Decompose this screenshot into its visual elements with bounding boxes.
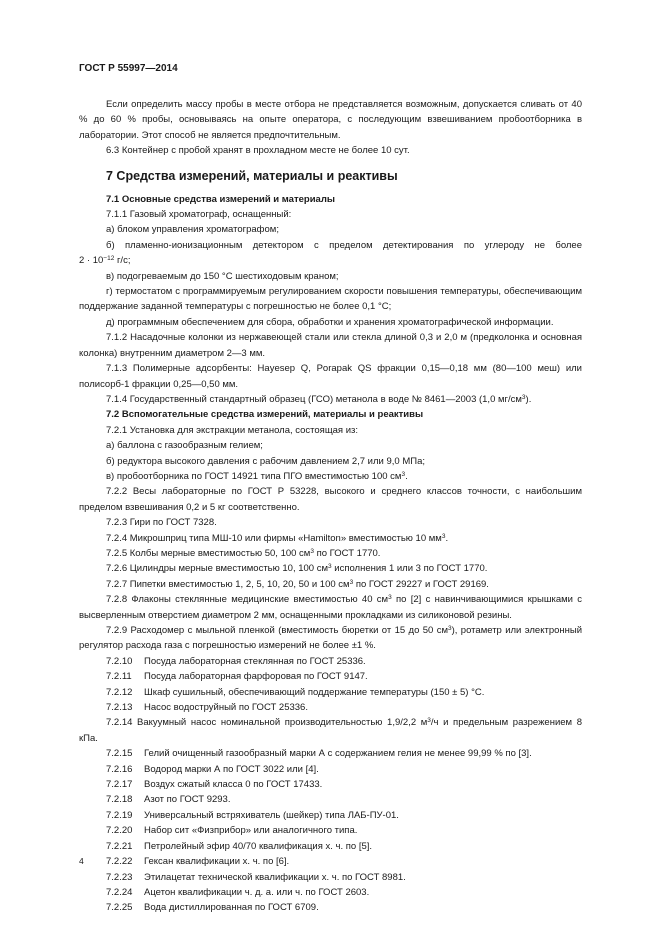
item-text: Гексан квалификации х. ч. по [6]. — [144, 856, 290, 868]
text: . — [405, 470, 408, 482]
list-item — [79, 469, 582, 484]
text: исполнения 1 или 3 по ГОСТ 1770. — [331, 563, 488, 575]
item-text: Воздух сжатый класса 0 по ГОСТ 17433. — [144, 779, 323, 791]
text: ). — [525, 393, 532, 405]
list-item: г) термостатом с программируемым регулированием скорости повышения температуры, обеспечивающим поддержание заданной температуры с погрешностью не более 0,1 °С; — [79, 286, 582, 313]
paragraph-7-2-7 — [79, 577, 582, 592]
list-item: б) редуктора высокого давления с рабочим давлением 2,7 или 9,0 МПа; — [106, 455, 425, 467]
item-text: Этилацетат технической квалификации х. ч. по ГОСТ 8981. — [144, 871, 406, 883]
item-number: 7.2.21 — [106, 840, 133, 852]
text: 7.2.8 Флаконы стеклянные медицинские вместимостью 40 см — [106, 594, 389, 606]
paragraph-6-3: 6.3 Контейнер с пробой хранят в прохладном месте не более 10 сут. — [106, 145, 410, 157]
item-text: Набор сит «Физприбор» или аналогичного типа. — [144, 825, 358, 837]
item-number: 7.2.20 — [106, 825, 133, 837]
paragraph-7-1-1: 7.1.1 Газовый хроматограф, оснащенный: — [106, 209, 292, 221]
list-item — [79, 900, 582, 915]
list-item — [79, 854, 582, 869]
list-item — [79, 870, 582, 885]
item-number: 7.2.24 — [106, 886, 133, 898]
item-number: 7.2.23 — [106, 871, 133, 883]
text: 7.2.4 Микрошприц типа МШ-10 или фирмы «Hamilton» вместимостью 10 мм — [106, 532, 442, 544]
item-number: 7.2.18 — [106, 794, 133, 806]
text: по ГОСТ 29227 и ГОСТ 29169. — [353, 578, 489, 590]
item-number: 7.2.22 — [106, 856, 133, 868]
subsection-7-2-heading: 7.2 Вспомогательные средства измерений, материалы и реактивы — [106, 409, 424, 421]
text: 7.1.4 Государственный стандартный образец (ГСО) метанола в воде № 8461—2003 (1,0 мг/см — [106, 393, 522, 405]
item-number: 7.2.11 — [106, 671, 132, 683]
item-number: 7.2.13 — [106, 702, 133, 714]
item-number: 7.2.16 — [106, 763, 133, 775]
page-number: 4 — [79, 856, 84, 866]
paragraph-7-2-5 — [79, 546, 582, 561]
superscript: 3 — [388, 594, 392, 602]
list-item — [79, 654, 582, 669]
text: . — [445, 532, 449, 544]
paragraph-7-2-8 — [79, 592, 582, 623]
item-text: Посуда лабораторная стеклянная по ГОСТ 25336. — [144, 655, 366, 667]
list-item — [79, 808, 582, 823]
paragraph-7-1-4 — [79, 392, 582, 407]
item-number: 7.2.12 — [106, 686, 133, 698]
text: 2 · 10 — [79, 255, 104, 267]
superscript: 3 — [427, 717, 431, 725]
text: 7.2.6 Цилиндры мерные вместимостью 10, 100 см — [106, 563, 328, 575]
text: 7.2.5 Колбы мерные вместимостью 50, 100 см — [106, 547, 311, 559]
list-item — [79, 685, 582, 700]
item-number: 7.2.10 — [106, 655, 133, 667]
item-text: Вода дистиллированная по ГОСТ 6709. — [144, 902, 319, 914]
paragraph-7-2-14 — [79, 715, 582, 746]
list-item — [79, 746, 582, 761]
list-item: а) блоком управления хроматографом; — [106, 224, 279, 236]
item-text: Гелий очищенный газообразный марки А с содержанием гелия не менее 99,99 % по [3]. — [144, 748, 532, 760]
text: /ч и предельным разрежением 8 кПа. — [79, 717, 582, 744]
superscript: −12 — [103, 255, 115, 263]
list-item — [79, 762, 582, 777]
paragraph-7-2-4 — [79, 531, 582, 546]
list-item-continuation — [79, 253, 582, 268]
list-item: а) баллона с газообразным гелием; — [106, 440, 263, 452]
list-item — [79, 669, 582, 684]
text: 7.2.7 Пипетки вместимостью 1, 2, 5, 10, 20, 50 и 100 см — [106, 578, 350, 590]
list-item: д) программным обеспечением для сбора, обработки и хранения хроматографической информации. — [106, 316, 554, 328]
paragraph-7-2-1: 7.2.1 Установка для экстракции метанола, состоящая из: — [106, 424, 359, 436]
item-text: Ацетон квалификации ч. д. а. или ч. по ГОСТ 2603. — [144, 886, 370, 898]
paragraph-7-2-2: 7.2.2 Весы лабораторные по ГОСТ Р 53228, высокого и среднего классов точности, с наибольшим пределом взвешивания 0,2 и 5 кг соответственно. — [79, 486, 582, 513]
item-number: 7.2.25 — [106, 902, 133, 914]
item-number: 7.2.17 — [106, 779, 133, 791]
list-item — [79, 777, 582, 792]
item-text: Насос водоструйный по ГОСТ 25336. — [144, 702, 308, 714]
text: 7.2.14 Вакуумный насос номинальной производительностью 1,9/2,2 м — [106, 717, 428, 729]
text: г/с; — [114, 255, 131, 267]
superscript: 3 — [521, 393, 526, 401]
document-body — [79, 97, 582, 916]
item-text: Посуда лабораторная фарфоровая по ГОСТ 9147. — [144, 671, 368, 683]
item-text: Шкаф сушильный, обеспечивающий поддержание температуры (150 ± 5) °С. — [144, 686, 485, 698]
list-item — [79, 792, 582, 807]
item-text: Универсальный встряхиватель (шейкер) типа ЛАБ-ПУ-01. — [144, 809, 399, 821]
list-item — [79, 885, 582, 900]
superscript: 3 — [349, 578, 354, 586]
superscript: 3 — [441, 532, 446, 540]
page-header: ГОСТ Р 55997—2014 — [79, 63, 178, 74]
list-item — [79, 823, 582, 838]
text: 7.2.9 Расходомер с мыльной пленкой (вместимость бюретки от 15 до 50 см — [106, 625, 448, 636]
item-text: Водород марки А по ГОСТ 3022 или [4]. — [144, 763, 319, 775]
superscript: 3 — [401, 470, 406, 478]
section-7-heading: 7 Средства измерений, материалы и реактивы — [106, 168, 398, 183]
text: ), ротаметр или электронный регулятор расхода газа с погрешностью измерений не более ±1 %. — [79, 625, 583, 652]
text: в) пробоотборника по ГОСТ 14921 типа ПГО вместимостью 100 см — [106, 470, 402, 482]
item-text: Петролейный эфир 40/70 квалификация х. ч. по [5]. — [144, 840, 373, 852]
superscript: 3 — [328, 563, 332, 571]
paragraph: Если определить массу пробы в месте отбора не представляется возможным, допускается сливать от 40 % до 60 % пробы, основываясь на опыте оператора, с последующим взвешиванием пробоотборника в лаборатории. Этот способ не является предпочтительным. — [79, 99, 582, 141]
paragraph-7-1-3: 7.1.3 Полимерные адсорбенты: Hayesep Q, Porapak QS фракции 0,15—0,18 мм (80—100 меш) или полисорб-1 фракции 0,25—0,50 мм. — [79, 363, 582, 390]
list-item: в) подогреваемым до 150 °С шестиходовым краном; — [106, 270, 339, 282]
text: по ГОСТ 1770. — [313, 547, 381, 559]
paragraph-7-2-6 — [79, 561, 582, 576]
paragraph-7-2-3: 7.2.3 Гири по ГОСТ 7328. — [106, 517, 217, 529]
item-number: 7.2.19 — [106, 809, 133, 821]
subsection-7-1-heading: 7.1 Основные средства измерений и материалы — [106, 193, 335, 205]
superscript: 3 — [448, 625, 452, 632]
paragraph-7-2-9 — [79, 623, 582, 654]
list-item — [79, 839, 582, 854]
list-item: б) пламенно-ионизационным детектором с пределом детектирования по углероду не более — [106, 239, 582, 251]
item-text: Азот по ГОСТ 9293. — [144, 794, 231, 806]
item-number: 7.2.15 — [106, 748, 133, 760]
superscript: 3 — [310, 547, 314, 555]
text: по [2] с навинчивающимися крышками с высверленным отверстием диаметром 2 мм, оснащенными прокладками из силиконовой резины. — [79, 594, 582, 621]
paragraph-7-1-2: 7.1.2 Насадочные колонки из нержавеющей стали или стекла длиной 0,3 и 2,0 м (предколонка и основная колонка) внутренним диаметром 2—3 мм. — [79, 332, 582, 359]
list-item — [79, 700, 582, 715]
